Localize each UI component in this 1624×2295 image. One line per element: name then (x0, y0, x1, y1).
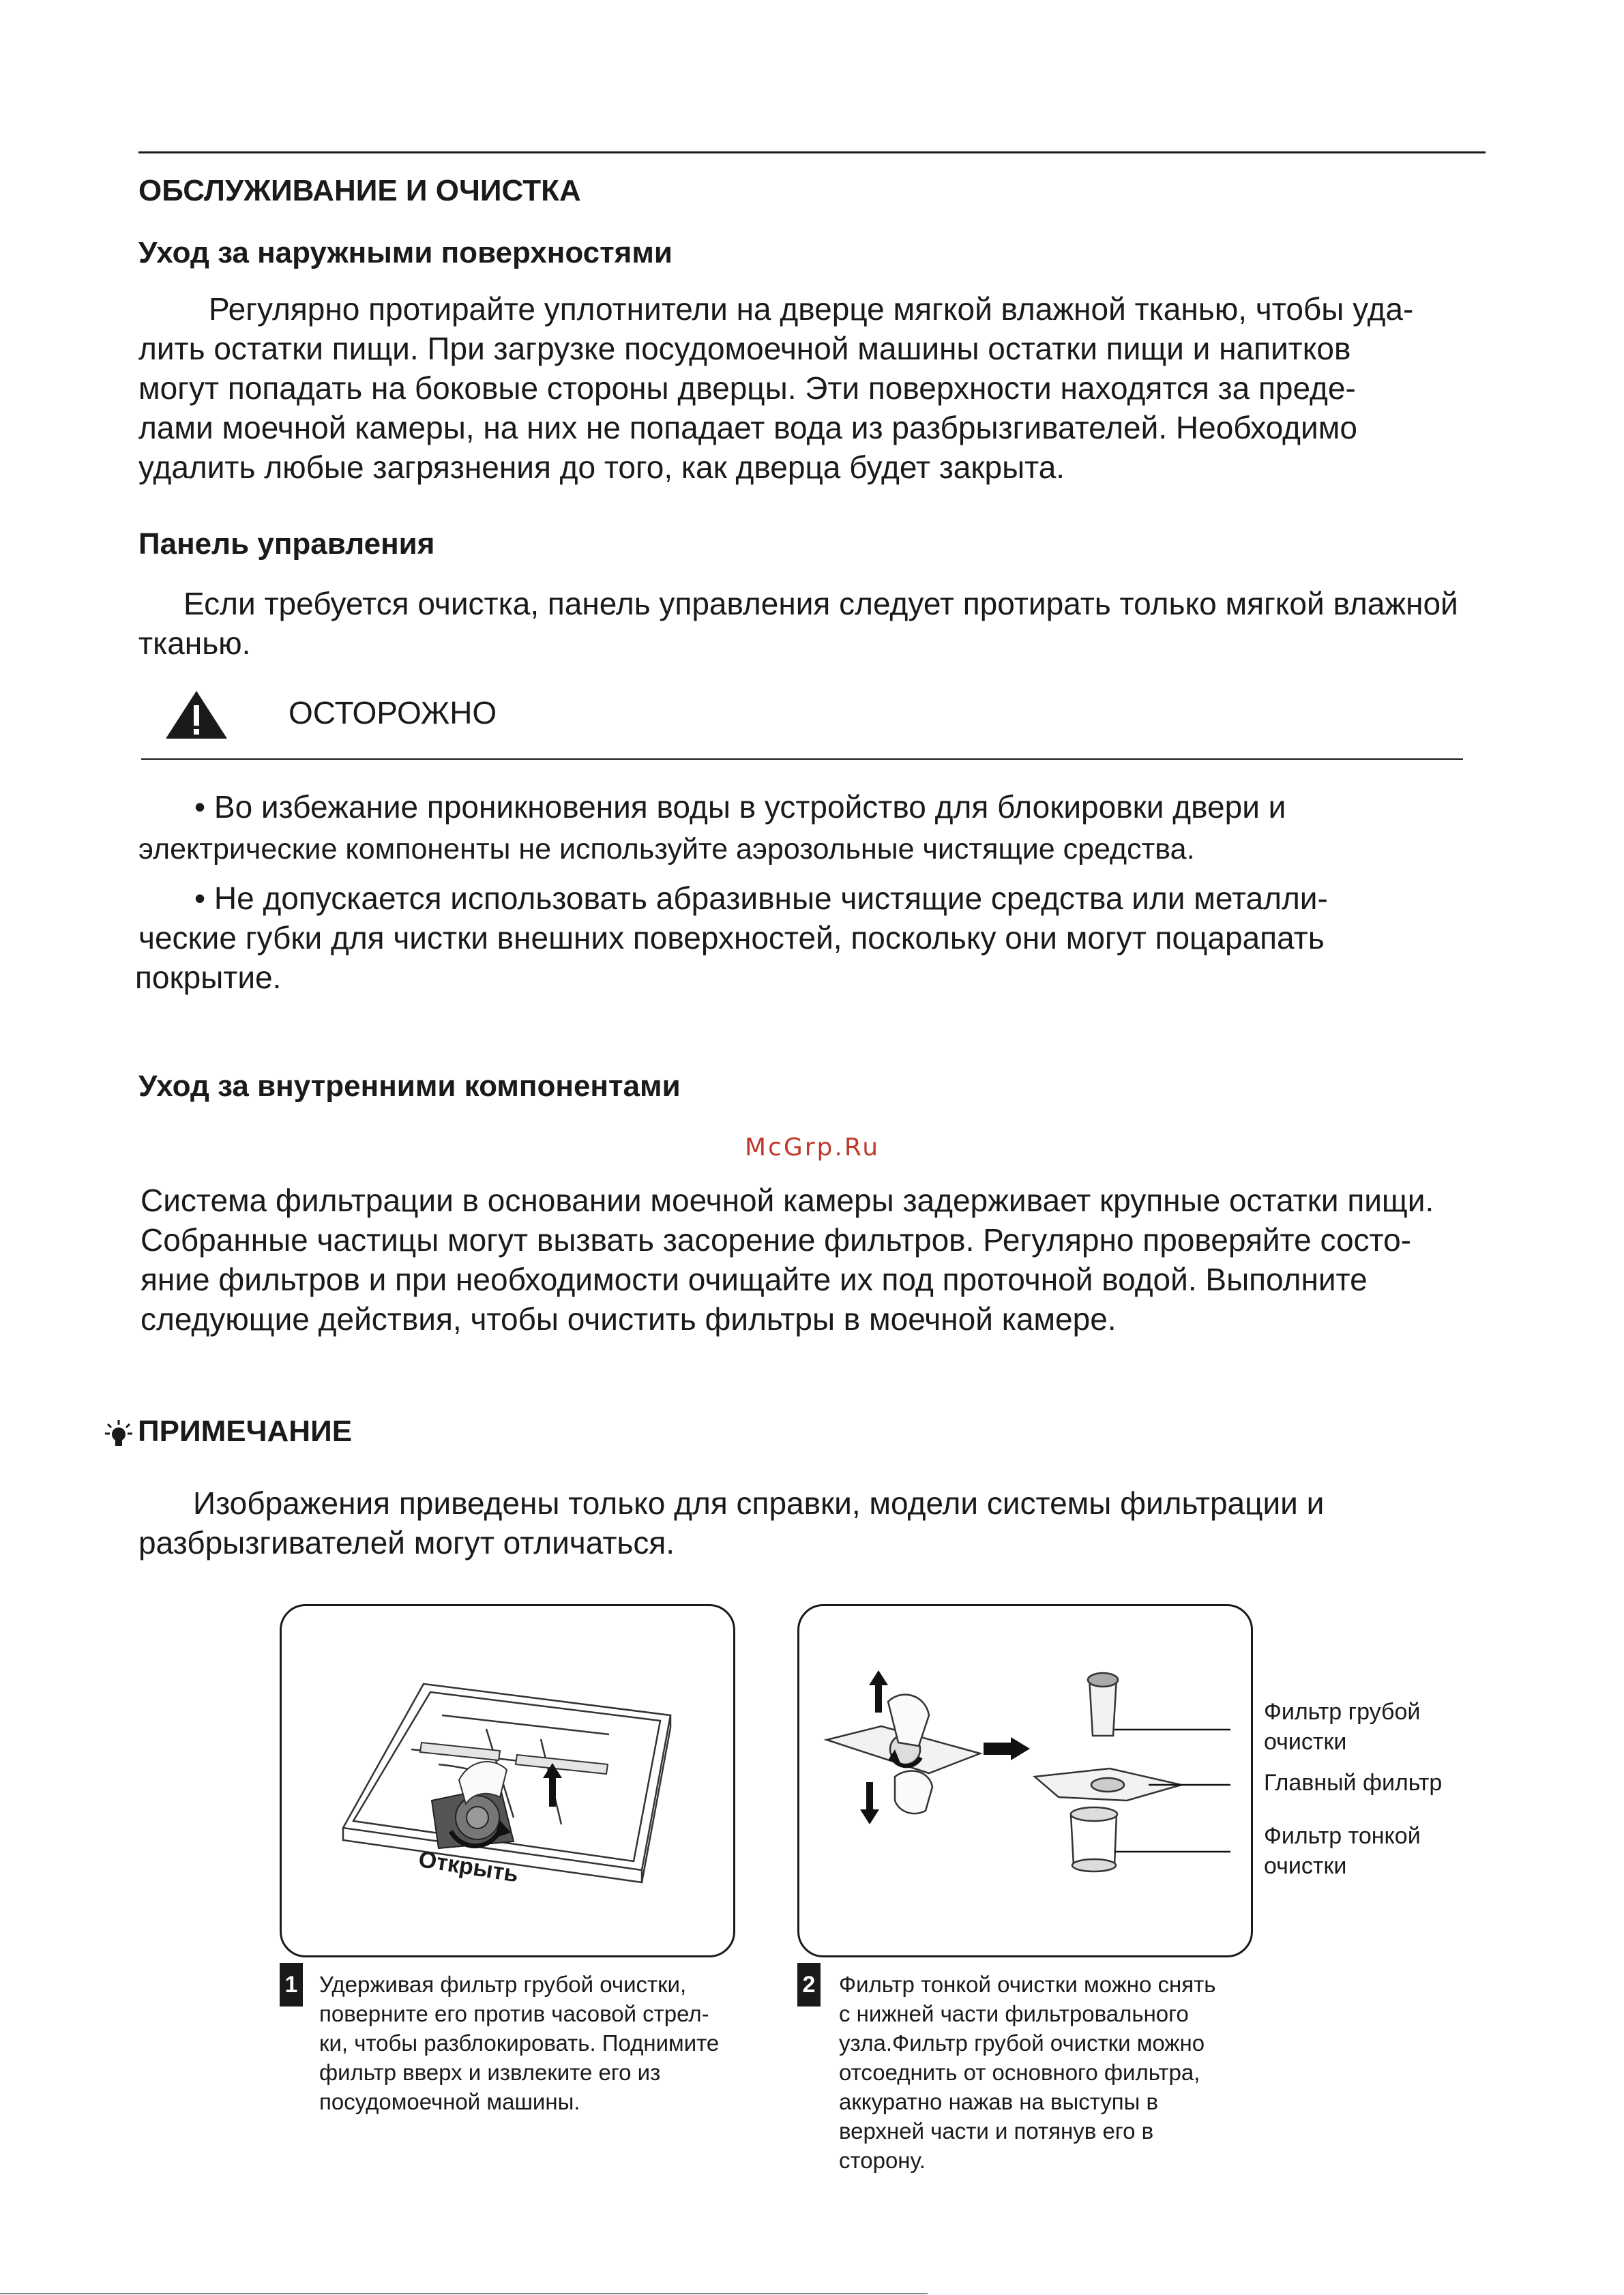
text-line: Система фильтрации в основании моечной камеры задерживает крупные остатки пищи. (141, 1183, 1434, 1218)
caption-line: узла.Фильтр грубой очистки можно (839, 2030, 1205, 2056)
control-panel-heading: Панель управления (138, 527, 435, 561)
text-line: • Во избежание проникновения воды в устройство для блокировки двери и (194, 789, 1286, 825)
label-line: очистки (1264, 1853, 1347, 1879)
text-line: лами моечной камеры, на них не попадает вода из разбрызгивателей. Необходимо (138, 410, 1357, 445)
text-line: могут попадать на боковые стороны дверцы. Эти поверхности находятся за преде- (138, 370, 1356, 406)
figure-1-caption (319, 1970, 742, 2116)
label-fine-filter (1264, 1821, 1421, 1881)
text-line: покрытие. (135, 960, 282, 995)
caption-line: Фильтр тонкой очистки можно снять (839, 1972, 1216, 1997)
text-line: Если требуется очистка, панель управления следует протирать только мягкой влажной (183, 586, 1458, 621)
text-line: Собранные частицы могут вызвать засорение фильтров. Регулярно проверяйте состо- (141, 1222, 1411, 1258)
caption-line: отсоеднить от основного фильтра, (839, 2060, 1200, 2085)
interior-text (141, 1181, 1505, 1339)
text-line: удалить любые загрязнения до того, как дверца будет закрыта. (138, 449, 1065, 485)
label-main-filter: Главный фильтр (1264, 1770, 1443, 1796)
interior-heading: Уход за внутренними компонентами (138, 1069, 681, 1103)
caption-line: Удерживая фильтр грубой очистки, (319, 1972, 687, 1997)
label-coarse-filter (1264, 1697, 1420, 1757)
figure-1-number: 1 (280, 1963, 303, 2007)
text-line: ческие губки для чистки внешних поверхностей, поскольку они могут поцарапать (138, 920, 1325, 956)
text-line: лить остатки пищи. При загрузке посудомоечной машины остатки пищи и напитков (138, 331, 1351, 366)
figure-2-number: 2 (797, 1963, 821, 2007)
section-title: ОБСЛУЖИВАНИЕ И ОЧИСТКА (138, 174, 581, 207)
caution-rule (141, 758, 1463, 760)
control-panel-text (138, 584, 1503, 663)
caption-line: фильтр вверх и извлеките его из (319, 2060, 661, 2085)
warning-icon (164, 689, 229, 741)
text-line: • Не допускается использовать абразивные чистящие средства или металли- (194, 880, 1328, 916)
exterior-text (138, 289, 1475, 487)
caution-bullet-2 (135, 878, 1499, 997)
watermark: McGrp.Ru (745, 1134, 881, 1161)
dish-rack-illustration (282, 1606, 733, 1955)
text-line: разбрызгивателей могут отличаться. (138, 1525, 675, 1560)
label-line: Фильтр грубой (1264, 1699, 1421, 1725)
caption-line: аккуратно нажав на выступы в (839, 2089, 1159, 2114)
caption-line: ки, чтобы разблокировать. Поднимите (319, 2030, 720, 2056)
label-line: Фильтр тонкой (1264, 1823, 1421, 1849)
caption-line: сторону. (839, 2148, 926, 2173)
caption-line: верхней части и потянув его в (839, 2118, 1154, 2144)
figure-1-box (280, 1604, 735, 1957)
lightbulb-icon (104, 1419, 134, 1449)
note-text (138, 1483, 1503, 1563)
caption-line: посудомоечной машины. (319, 2089, 580, 2114)
figure-2-caption (839, 1970, 1262, 2175)
text-line: Регулярно протирайте уплотнители на дверце мягкой влажной тканью, чтобы уда- (209, 291, 1414, 327)
filter-assembly-illustration (799, 1606, 1251, 1955)
caption-line: с нижней части фильтровального (839, 2001, 1189, 2026)
note-title: ПРИМЕЧАНИЕ (138, 1415, 353, 1448)
caption-line: поверните его против часовой стрел- (319, 2001, 709, 2026)
text-line: следующие действия, чтобы очистить фильтры в моечной камере. (141, 1301, 1117, 1337)
text-line: тканью. (138, 625, 251, 661)
caution-bullet-1 (138, 786, 1503, 870)
text-line: Изображения приведены только для справки, модели системы фильтрации и (193, 1485, 1325, 1521)
open-label: Открыть (417, 1846, 520, 1888)
bottom-rule (0, 2293, 928, 2294)
label-line: очистки (1264, 1729, 1347, 1755)
figure-2-box (797, 1604, 1253, 1957)
text-line: электрические компоненты не используйте аэрозольные чистящие средства. (138, 833, 1195, 865)
top-rule (138, 151, 1486, 153)
exterior-heading: Уход за наружными поверхностями (138, 236, 673, 269)
caution-label: ОСТОРОЖНО (289, 695, 497, 730)
text-line: яние фильтров и при необходимости очищайте их под проточной водой. Выполните (141, 1262, 1368, 1297)
